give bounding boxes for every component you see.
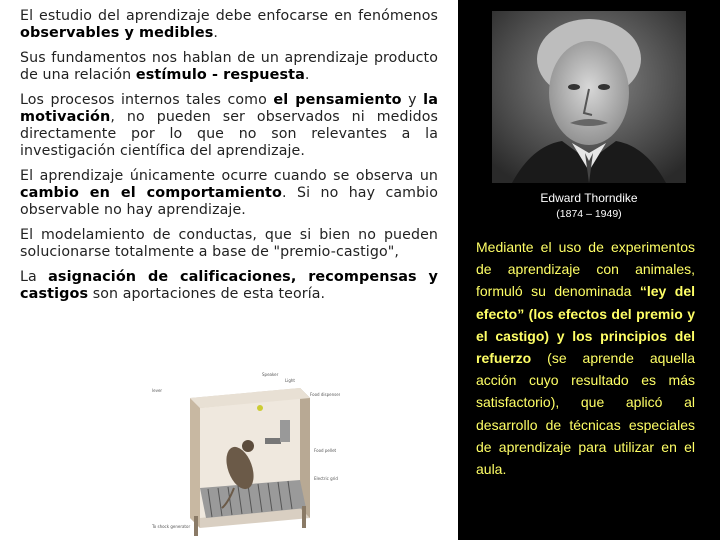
paragraph-estimulo-respuesta: Sus fundamentos nos hablan de un aprendizaje producto de una relación estímulo - respuesta.	[20, 50, 438, 83]
label-light: Light	[285, 378, 295, 383]
thorndike-description: Mediante el uso de experimentos de aprendizaje con animales, formuló su denominada “ley del efecto” (los efectos del premio y el castigo) y los principios del refuerzo (se aprende aquella acción cuyo resultado es más satisfactorio), que aplicó al desarrollo de técnicas especiales de aprendizaje para utilizar en el aula.	[476, 239, 695, 478]
label-shock-generator: To shock generator	[152, 524, 191, 529]
thorndike-portrait	[492, 11, 686, 183]
highlight-estimulo: estímulo - respuesta	[135, 67, 305, 83]
label-food-dispenser: Food dispenser	[310, 392, 340, 397]
ley-del-efecto-highlight: “ley del efecto” (los efectos del premio y el castigo) y los principios del refuerzo	[476, 283, 695, 367]
paragraph-procesos-internos: Los procesos internos tales como el pensamiento y la motivación, no pueden ser observados ni medidos directamente por lo que no son relevantes a la investigación científica del aprendizaje.	[20, 92, 439, 159]
portrait-name: Edward Thorndike	[540, 191, 638, 205]
label-food-pellet: Food pellet	[314, 448, 337, 453]
highlight-observables: observables y medibles	[20, 25, 214, 41]
text-column	[20, 8, 438, 311]
highlight-cambio: cambio en el comportamiento	[20, 185, 283, 201]
label-electric-grid: Electric grid	[314, 476, 338, 481]
paragraph-modelamiento: El modelamiento de conductas, que si bien no pueden solucionarse totalmente a base de "premio-castigo",	[20, 227, 438, 260]
paragraph-calificaciones: La asignación de calificaciones, recompensas y castigos son aportaciones de esta teoría.	[20, 269, 438, 302]
paragraph-cambio-comportamiento: El aprendizaje únicamente ocurre cuando se observa un cambio en el comportamiento. Si no hay cambio observable no hay aprendizaje.	[20, 168, 438, 218]
highlight-pensamiento: el pensamiento	[273, 92, 402, 108]
highlight-calificaciones: asignación de calificaciones, recompensas y castigos	[20, 269, 438, 302]
label-lever: lever	[152, 388, 163, 393]
paragraph-observables: El estudio del aprendizaje debe enfocarse en fenómenos observables y medibles.	[20, 8, 438, 41]
skinner-box-illustration	[150, 368, 340, 540]
thorndike-panel	[458, 0, 720, 540]
portrait-dates: (1874 – 1949)	[556, 208, 622, 220]
label-speaker: Speaker	[262, 372, 279, 377]
highlight-motivacion: la motivación	[20, 92, 439, 125]
